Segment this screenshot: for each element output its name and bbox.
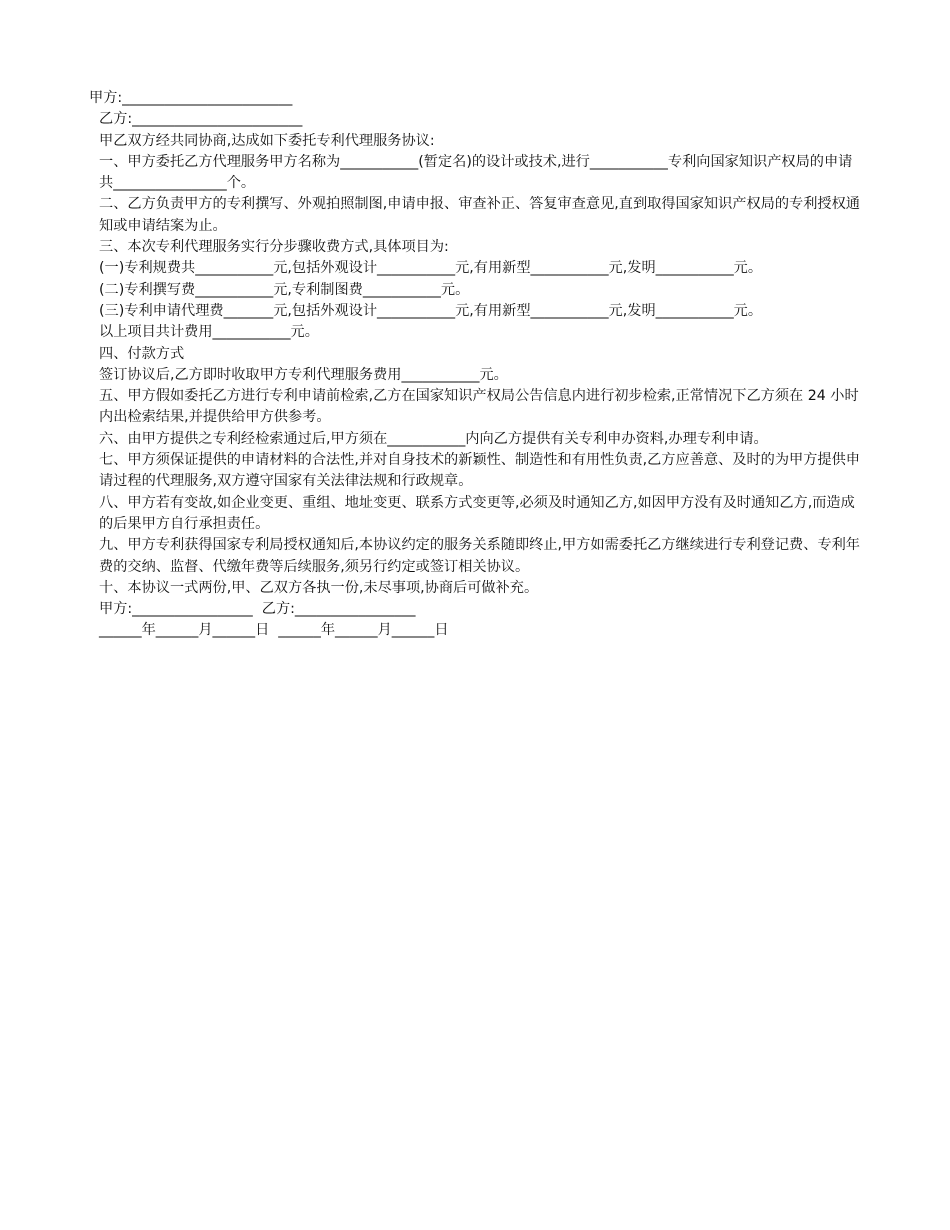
- party-a-line: 甲方:________________________: [89, 90, 293, 106]
- clause-6: 六、由甲方提供之专利经检索通过后,甲方须在___________内向乙方提供有关专利申办资料,办理专利申请。: [99, 430, 768, 447]
- clause-9: 九、甲方专利获得国家专利局授权通知后,本协议约定的服务关系随即终止,甲方如需委托乙方继续进行专利登记费、专利年费的交纳、监督、代缴年费等后续服务,须另行约定或签订相关协议。: [99, 537, 860, 575]
- party-b-line: 乙方:________________________: [99, 111, 303, 128]
- signature-line: 甲方:_________________ 乙方:_________________: [99, 601, 416, 618]
- total-fee-line: 以上项目共计费用___________元。: [99, 324, 319, 341]
- clause-3: 三、本次专利代理服务实行分步骤收费方式,具体项目为:: [99, 239, 449, 256]
- clause-2: 二、乙方负责甲方的专利撰写、外观拍照制图,申请申报、审查补正、答复审查意见,直到取得国家知识产权局的专利授权通知或申请结案为止。: [99, 196, 860, 234]
- clause-1: 一、甲方委托乙方代理服务甲方名称为___________(暂定名)的设计或技术,进行___________专利向国家知识产权局的申请共________________个。: [99, 153, 853, 192]
- clause-3-item-1: (一)专利规费共___________元,包括外观设计___________元,有用新型___________元,发明___________元。: [99, 260, 763, 277]
- contract-document: [89, 88, 865, 642]
- clause-5: 五、甲方假如委托乙方进行专利申请前检索,乙方在国家知识产权局公告信息内进行初步检索,正常情况下乙方须在 24 小时内出检索结果,并提供给甲方供参考。: [99, 388, 859, 426]
- preamble: 甲乙双方经共同协商,达成如下委托专利代理服务协议:: [99, 132, 435, 149]
- clause-4-body: 签订协议后,乙方即时收取甲方专利代理服务费用___________元。: [99, 366, 508, 383]
- clause-3-item-2: (二)专利撰写费___________元,专利制图费___________元。: [99, 281, 470, 298]
- date-line: ______年______月______日 ______年______月______日: [99, 622, 449, 639]
- clause-8: 八、甲方若有变故,如企业变更、重组、地址变更、联系方式变更等,必须及时通知乙方,如因甲方没有及时通知乙方,而造成的后果甲方自行承担责任。: [99, 494, 855, 532]
- clause-10: 十、本协议一式两份,甲、乙双方各执一份,未尽事项,协商后可做补充。: [99, 579, 539, 596]
- clause-3-item-3: (三)专利申请代理费_______元,包括外观设计___________元,有用新型___________元,发明___________元。: [99, 302, 763, 319]
- clause-4-heading: 四、付款方式: [99, 345, 185, 362]
- clause-7: 七、甲方须保证提供的申请材料的合法性,并对自身技术的新颖性、制造性和有用性负责,乙方应善意、及时的为甲方提供申请过程的代理服务,双方遵守国家有关法律法规和行政规章。: [99, 452, 860, 490]
